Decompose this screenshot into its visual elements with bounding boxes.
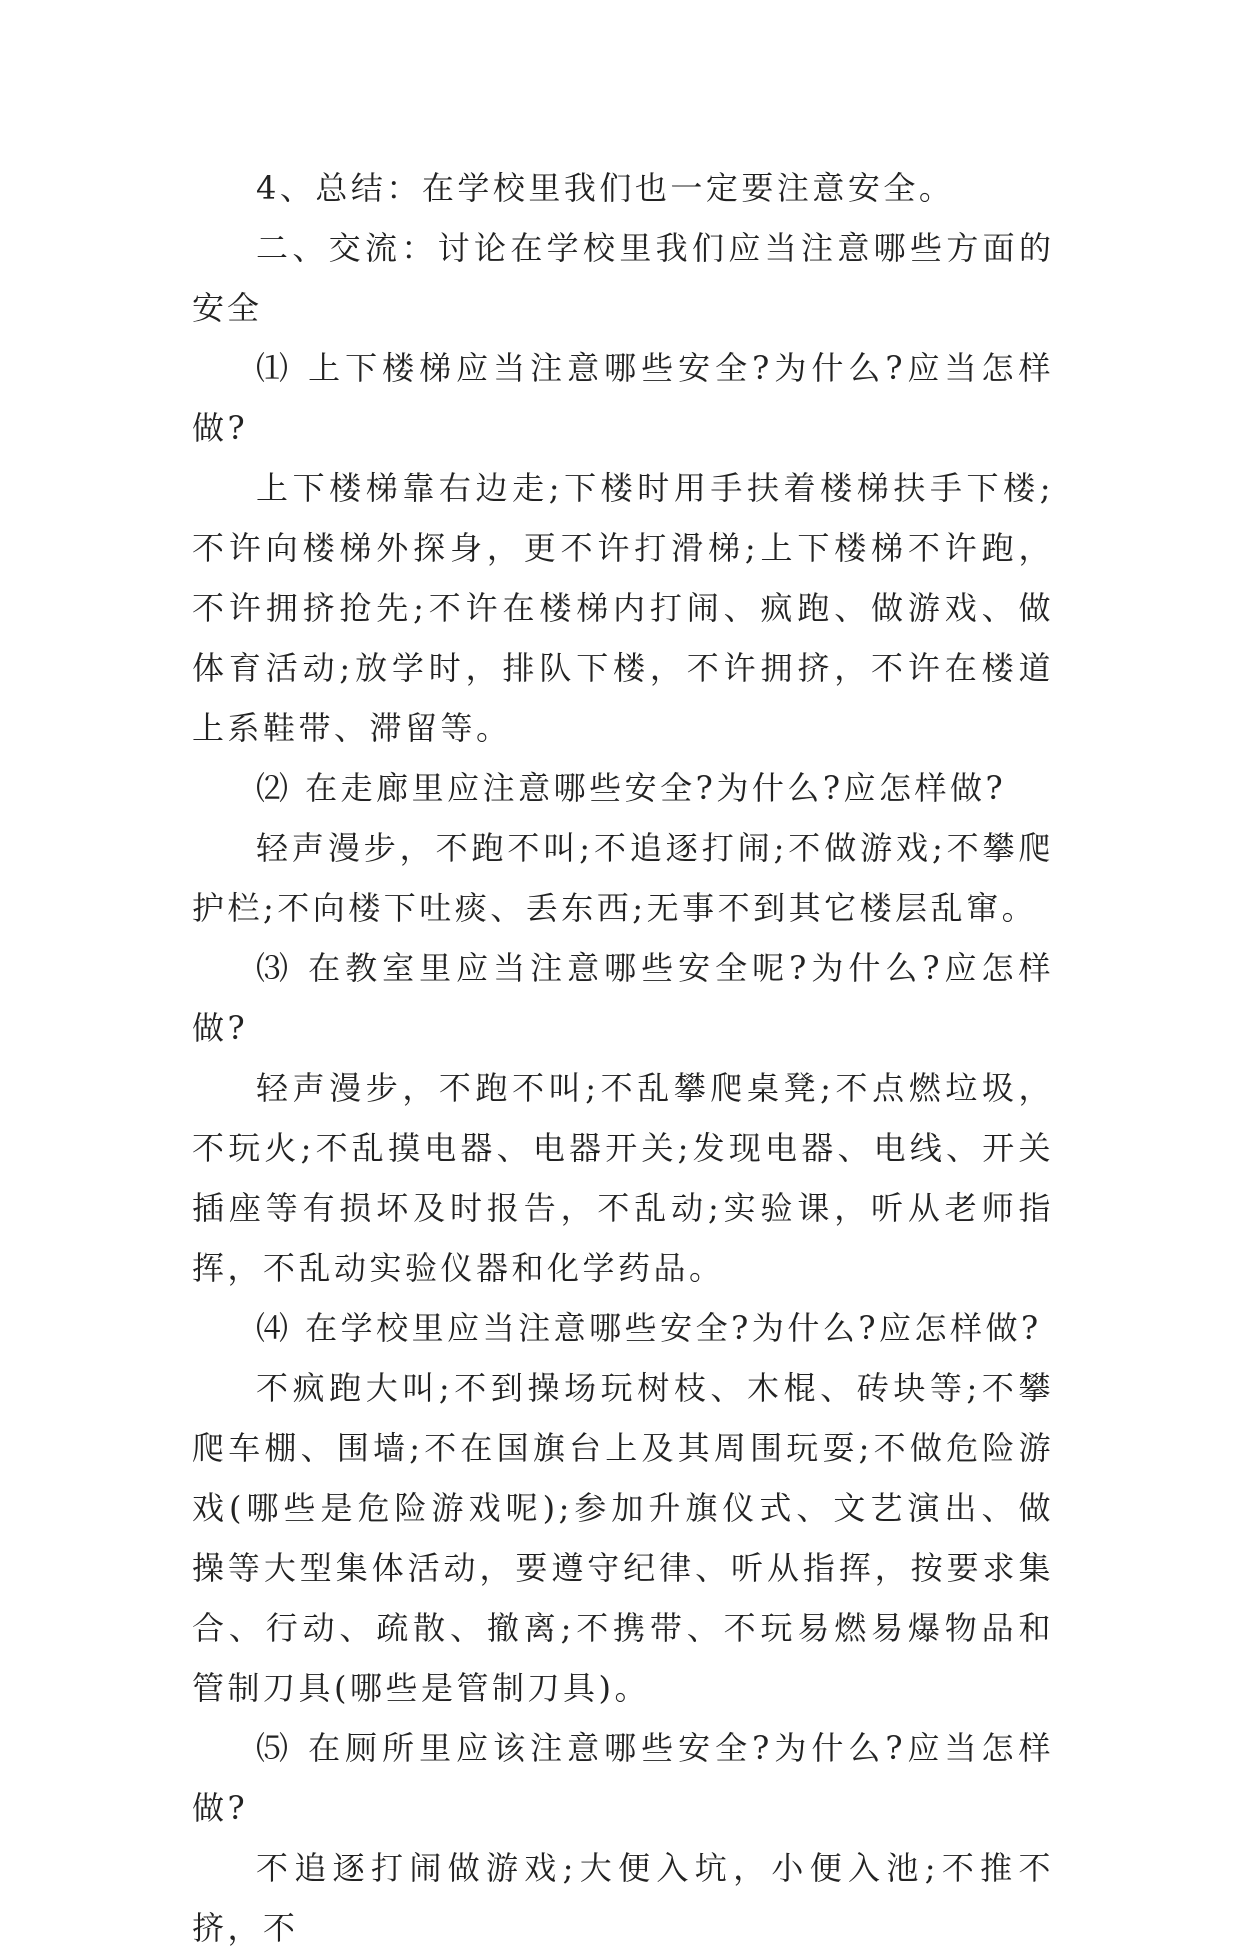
section-heading: 二、交流：讨论在学校里我们应当注意哪些方面的安全 [192,229,1054,327]
question-corridor: ⑵ 在走廊里应注意哪些安全?为什么?应怎样做? [256,769,1007,807]
answer-toilet: 不追逐打闹做游戏;大便入坑，小便入池;不推不挤，不 [192,1849,1054,1947]
document-body [192,158,1054,1958]
question-school: ⑷ 在学校里应当注意哪些安全?为什么?应怎样做? [256,1309,1042,1347]
question-stairs: ⑴ 上下楼梯应当注意哪些安全?为什么?应当怎样做? [192,349,1054,447]
answer-school: 不疯跑大叫;不到操场玩树枝、木棍、砖块等;不攀爬车棚、围墙;不在国旗台上及其周围玩耍;不做危险游戏(哪些是危险游戏呢);参加升旗仪式、文艺演出、做操等大型集体活动，要遵守纪律、听从指挥，按要求集合、行动、疏散、撤离;不携带、不玩易燃易爆物品和管制刀具(哪些是管制刀具)。 [192,1369,1054,1707]
question-classroom: ⑶ 在教室里应当注意哪些安全呢?为什么?应怎样做? [192,949,1054,1047]
answer-classroom: 轻声漫步，不跑不叫;不乱攀爬桌凳;不点燃垃圾，不玩火;不乱摸电器、电器开关;发现电器、电线、开关插座等有损坏及时报告，不乱动;实验课，听从老师指挥，不乱动实验仪器和化学药品。 [192,1069,1054,1287]
answer-corridor: 轻声漫步，不跑不叫;不追逐打闹;不做游戏;不攀爬护栏;不向楼下吐痰、丢东西;无事不到其它楼层乱窜。 [192,829,1054,927]
summary-line: 4、总结：在学校里我们也一定要注意安全。 [256,169,955,207]
answer-stairs: 上下楼梯靠右边走;下楼时用手扶着楼梯扶手下楼;不许向楼梯外探身，更不许打滑梯;上下楼梯不许跑，不许拥挤抢先;不许在楼梯内打闹、疯跑、做游戏、做体育活动;放学时，排队下楼，不许拥挤，不许在楼道上系鞋带、滞留等。 [192,469,1054,747]
question-toilet: ⑸ 在厕所里应该注意哪些安全?为什么?应当怎样做? [192,1729,1054,1827]
